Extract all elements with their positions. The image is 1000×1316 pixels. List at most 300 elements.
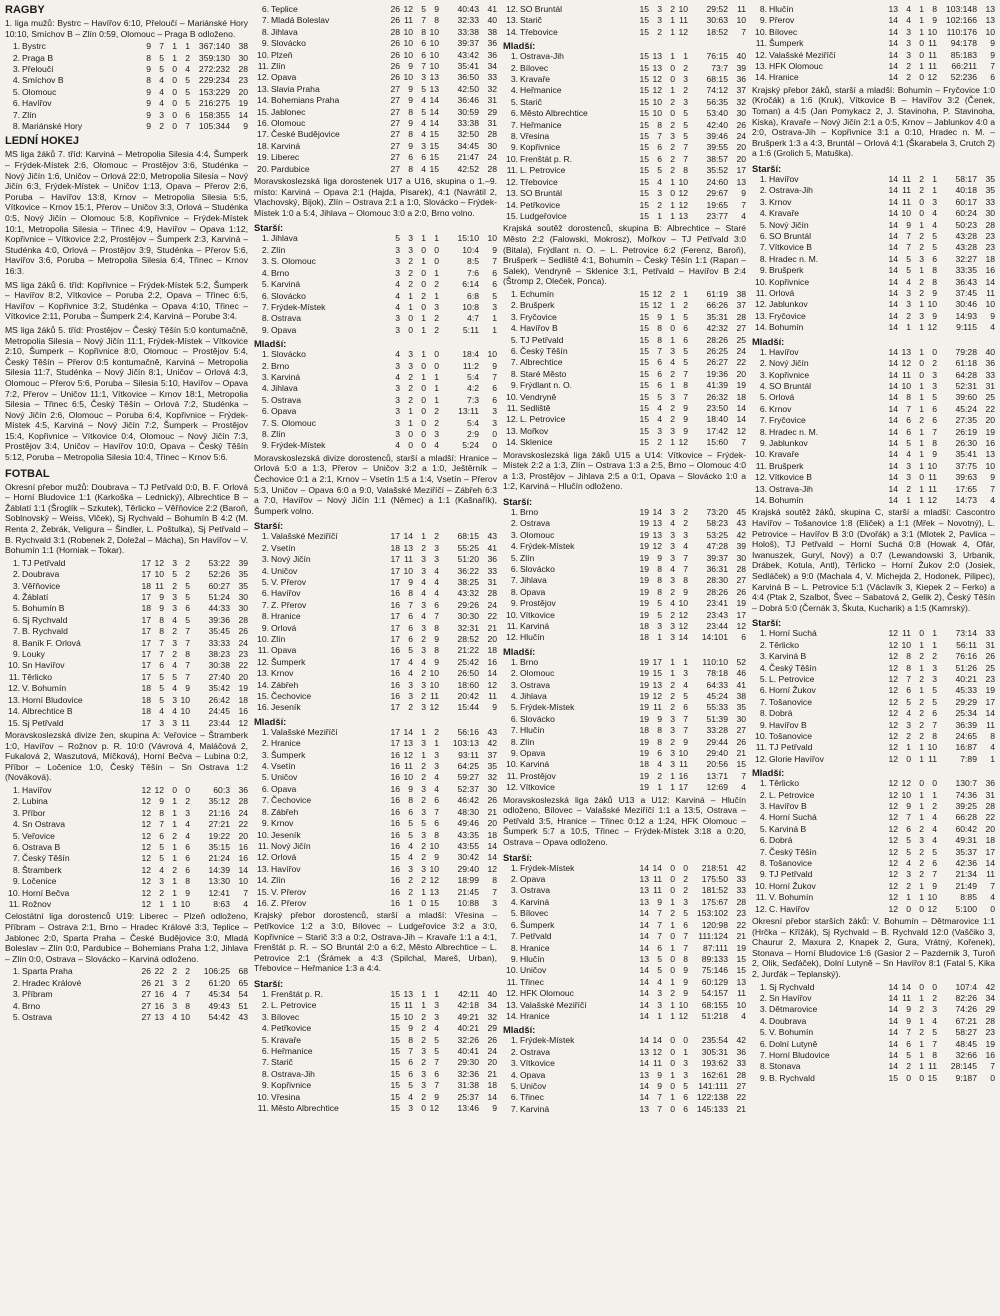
cell-team: V. Přerov [271,886,307,897]
cell-wins: 3 [657,4,662,14]
cell-rank: 8. [759,858,767,869]
cell-rank: 8. [510,586,518,597]
cell-losses: 5 [683,357,688,368]
cell-draws: 3 [670,541,675,552]
cell-points: 10 [487,233,497,244]
cell-team: Český Těšín [769,662,817,673]
cell-draws: 2 [919,242,924,253]
cell-score: 61:19 [706,288,728,299]
cell-played: 3 [395,360,400,371]
cell-played: 19 [639,770,649,781]
table-row [254,761,497,772]
cell-points: 23 [985,231,995,242]
cell-points: 38 [736,288,746,299]
cell-losses: 10 [678,748,688,759]
table-row [752,495,995,506]
cell-points: 39 [736,62,746,73]
cell-wins: 8 [408,1034,413,1045]
cell-played: 18 [141,603,151,614]
cell-played: 26 [390,49,400,60]
cell-wins: 3 [408,691,413,702]
cell-points: 4 [990,742,995,753]
table-row [752,404,995,415]
cell-draws: 1 [670,656,675,667]
cell-points: 32 [487,1011,497,1022]
cell-points: 12 [487,679,497,690]
cell-rank: 13. [506,15,518,26]
cell-draws: 3 [670,506,675,517]
cell-rank: 9. [759,719,767,730]
cell-score: 26:30 [955,437,977,448]
cell-points: 14 [238,864,248,875]
cell-draws: 4 [421,588,426,599]
cell-team: Horní Žukov [769,880,816,891]
cell-wins: 6 [906,415,911,426]
results-paragraph: Krajská soutěž žáků, skupina C, starší a mladší: Cascontro Havířov – Tošanovice 1:8 (Eliček) a 1:1 (Mřek – Novotný), L. Petrovice – Havířov B 3:0 (Dvořák) a 3:1 (Mlotek 2, Pavlica – Hološ), TJ Petřvald – Horní Suchá 0:8 (Howak 4, Ofár, Iwanuszek, Guryl, Nový) a 0:7 (Lewandowski 3, Urbanik, Drábek, Kotula, Antl), Těrlicko – Horní Žukov 2:0 (Josiek, Sedláček) a 9:0 (Machala 4, V. Michejda 2, Hodonek, Pilipec), Karviná B – L. Petrovice 5:1 (Václavík 3, Kiepek 2 – Ferko) a 4:4 (Ptak 2, Szalbot, Švec – Sabatová 2, Gelik 2), Český Těšín – Dobrá 5:0 (Černák 3, Škuta, Kucharik) a 1:5 (Kamrský). [752,507,995,613]
cell-draws: 1 [421,324,426,335]
cell-team: Dobrá [769,835,793,846]
table-row [752,1050,995,1061]
cell-points: 24 [736,345,746,356]
cell-points: 6 [492,383,497,394]
cell-draws: 5 [421,4,426,14]
cell-draws: 3 [670,529,675,540]
cell-rank: 10. [8,887,20,898]
cell-score: 28:30 [706,575,728,586]
table-row [503,564,746,575]
cell-losses: 12 [927,494,937,505]
cell-score: 21:24 [208,853,230,864]
cell-wins: 5 [657,598,662,609]
cell-wins: 3 [906,49,911,60]
cell-wins: 5 [906,696,911,707]
cell-points: 27 [736,575,746,586]
cell-losses: 5 [683,345,688,356]
cell-score: 74:12 [706,85,728,96]
table-row [5,1001,248,1012]
cell-wins: 4 [657,976,662,987]
cell-rank: 8. [12,637,20,648]
cell-team: Brušperk [520,300,555,311]
cell-score: 33:35 [955,265,977,276]
cell-team: Kopřivnice [769,369,810,380]
cell-score: 5:24 [462,440,479,451]
cell-rank: 8. [261,806,269,817]
cell-team: Uničov [520,1080,547,1091]
cell-losses: 4 [932,835,937,846]
cell-rank: 5. [759,392,767,403]
cell-wins: 7 [408,599,413,610]
cell-wins: 9 [657,1069,662,1080]
cell-score: 67:21 [955,1015,977,1026]
table-row [5,819,248,830]
cell-score: 36:31 [706,563,728,574]
cell-draws: 1 [919,742,924,753]
cell-points: 21 [487,1068,497,1079]
cell-rank: 5. [510,908,518,919]
cell-rank: 1. [510,656,518,667]
cell-points: 20 [238,86,248,97]
cell-rank: 2. [759,993,767,1004]
cell-rank: 9. [261,440,269,451]
cell-draws: 3 [670,345,675,356]
cell-played: 19 [639,782,649,793]
cell-wins: 8 [657,725,662,736]
cell-wins: 8 [906,662,911,673]
cell-draws: 1 [919,1061,924,1072]
cell-points: 10 [487,349,497,360]
cell-score: 51:24 [208,592,230,603]
cell-rank: 16. [257,702,269,713]
cell-score: 45:33 [955,685,977,696]
cell-losses: 11 [928,483,937,494]
cell-draws: 0 [670,885,675,896]
table-row [503,782,746,793]
table-row [503,165,746,176]
cell-rank: 7. [12,109,20,120]
cell-team: Orlová [769,288,795,299]
cell-points: 8 [990,730,995,741]
cell-wins: 2 [408,702,413,713]
cell-score: 23:44 [706,621,728,631]
results-paragraph: Krajský přebor dorostenců, starší a mladší: Vřesina – Petřkovice 1:2 a 3:0, Bílovec – Ludgeřovice 3:2 a 3:0, Kopřivnice – Starič 3:3 a 0:2, Ostrava-Jih – Kravaře 1:1 a 4:1, Frenštát p. R. – SO Bruntál 2:0 a 6:2, Město Albrechtice – L. Petrovice 2:1 (Šrámek a 4:3 (Spilchal, Mareš, Urban), Třebovice – Heřmanice 1:3 a 4:4. [254,910,497,974]
cell-team: Stonava [769,1061,801,1072]
table-row [503,403,746,414]
cell-wins: 7 [906,673,911,684]
table-row [752,720,995,731]
cell-rank: 6. [12,841,20,852]
cell-rank: 5. [261,772,269,783]
cell-score: 76:15 [706,51,728,62]
cell-played: 9 [146,98,151,109]
cell-score: 107:4 [955,981,977,992]
cell-losses: 0 [932,346,937,357]
cell-losses: 10 [429,679,439,690]
cell-score: 49:46 [457,818,479,829]
cell-rank: 8. [510,736,518,747]
cell-points: 41 [736,679,746,690]
cell-score: 49:31 [955,835,977,846]
cell-points: 9 [243,121,248,132]
cell-points: 0 [990,1072,995,1083]
table-row [254,577,497,588]
cell-team: Vítkovice B [769,472,812,483]
cell-team: Bohumín [769,322,804,333]
cell-score: 32:36 [457,1068,479,1079]
cell-losses: 10 [180,694,190,705]
cell-losses: 8 [434,645,439,656]
cell-points: 20 [736,142,746,153]
cell-rank: 2. [759,639,767,650]
cell-losses: 6 [185,109,190,120]
cell-team: Hranice [769,72,799,83]
cell-rank: 3. [12,64,20,74]
cell-draws: 2 [421,1023,426,1034]
cell-wins: 13 [154,1011,164,1022]
cell-wins: 7 [906,403,911,414]
table-row [254,429,497,440]
cell-wins: 9 [408,1023,413,1034]
cell-rank: 4. [510,323,518,334]
results-paragraph: MS liga žáků 7. tříd: Karviná – Metropolia Silesia 4:4, Šumperk – Frýdek-Místek 2:6, Olomouc – Prostějov 3:6, Studénka – Nový Jičín 1:6, Uničov – Orlová 22:0, Metropolia Silesia – Nový Jičín 6:3, Frýdek-Místek – Uničov 1:13, Opava – Přerov 2:6, Poruba – Havířov 13:8, Krnov – Metropolia Silesia 5:5, Vítkovice – Krnov 15:1, Přerov – Uničov 3:3, Orlová – Studénka 0:5, Nový Jičín – Olomouc 5:8, Kopřivnice – Frýdek-Místek 10:1, Metropolia Silesia – Třinec 4:9, Havířov – Opava 1:12, Kopřivnice – Vítkovice 2:2, Prostějov – Šumperk 2:3, Karviná – Studénka 4:0, Orlová – Prostějov 3:9, Studénka – Přerov 5:6, Havířov 3:6, Poruba – Metropolia Silesia 6:4, Třinec – Krnov 16:3. [5,149,248,276]
table-row [254,406,497,417]
cell-losses: 13 [429,886,439,897]
cell-points: 19 [736,598,746,609]
cell-draws: 4 [172,706,177,717]
cell-draws: 1 [670,437,675,448]
cell-score: 54:157 [701,988,728,999]
cell-points: 20 [736,153,746,164]
cell-losses: 2 [434,417,439,428]
cell-draws: 0 [919,778,924,789]
cell-score: 10:88 [457,897,479,908]
table-row [5,110,248,121]
cell-team: Ostrava [520,1046,551,1057]
cell-points: 41 [487,4,497,14]
standings-table [752,778,995,915]
cell-draws: 1 [670,311,675,322]
cell-wins: 12 [652,74,662,85]
cell-draws: 2 [919,174,924,184]
table-row [5,865,248,876]
cell-wins: 9 [159,796,164,807]
table-row [254,325,497,336]
cell-losses: 5 [185,592,190,603]
cell-team: Doubrava [769,1015,807,1026]
cell-team: Ostrava-Jih [769,185,813,196]
cell-played: 19 [639,518,649,529]
cell-points: 1 [492,313,497,324]
cell-points: 12 [238,717,248,728]
cell-losses: 1 [434,267,439,278]
cell-rank: 7. [759,415,767,426]
table-row [254,600,497,611]
cell-rank: 12. [257,656,269,667]
cell-points: 22 [487,611,497,622]
cell-draws: 0 [421,279,426,290]
cell-losses: 6 [185,603,190,614]
cell-wins: 10 [403,772,413,783]
cell-played: 15 [639,85,649,96]
cell-losses: 9 [932,288,937,299]
cell-score: 16:87 [955,742,977,753]
cell-played: 17 [390,738,400,749]
subsection-label: Mladší: [503,645,536,657]
cell-wins: 13 [403,988,413,999]
cell-wins: 1 [657,1010,662,1021]
cell-wins: 2 [408,256,413,267]
cell-played: 15 [639,311,649,322]
cell-rank: 5. [510,96,518,107]
cell-losses: 2 [185,557,190,568]
cell-points: 32 [487,772,497,783]
cell-draws: 3 [670,759,675,770]
cell-draws: 2 [919,846,924,857]
cell-played: 15 [390,1023,400,1034]
cell-rank: 14. [755,322,767,333]
cell-team: Vřesina [520,131,550,142]
cell-score: 18:40 [706,414,728,425]
cell-draws: 2 [670,988,675,999]
cell-draws: 0 [670,874,675,885]
cell-draws: 2 [919,869,924,880]
cell-losses: 9 [683,586,688,597]
cell-played: 14 [639,919,649,930]
cell-score: 15:44 [457,702,479,713]
cell-losses: 4 [185,64,190,74]
cell-wins: 22 [154,966,164,977]
cell-losses: 0 [683,862,688,873]
cell-rank: 11. [257,840,269,851]
cell-played: 14 [888,460,898,471]
cell-losses: 8 [932,276,937,287]
cell-played: 15 [639,188,649,199]
table-row [254,588,497,599]
cell-rank: 5. [12,1011,20,1022]
cell-rank: 3. [261,1011,269,1022]
cell-score: 145:133 [696,1103,728,1114]
table-row [503,357,746,368]
cell-team: Tošanovice [769,696,812,707]
cell-score: 235:54 [701,1035,728,1046]
table-row [752,982,995,993]
cell-played: 14 [888,426,898,437]
cell-losses: 4 [434,772,439,783]
cell-points: 15 [736,965,746,976]
cell-losses: 8 [932,265,937,276]
cell-score: 30:46 [955,299,977,310]
cell-team: Bohemians Praha [271,95,340,106]
cell-team: Zlín [271,875,286,886]
standings-table [503,863,746,1023]
cell-score: 53:22 [208,557,230,568]
cell-team: SO Bruntál [769,231,812,242]
cell-wins: 0 [408,324,413,335]
cell-team: Fryčovice [769,415,806,426]
cell-score: 153:229 [198,86,230,97]
cell-team: Starič [520,96,542,107]
cell-losses: 9 [932,449,937,460]
cell-draws: 2 [919,415,924,426]
cell-team: Lubina [22,796,48,807]
cell-played: 27 [141,989,151,1000]
cell-played: 12 [888,651,898,662]
cell-score: 181:52 [701,885,728,896]
cell-draws: 2 [919,708,924,719]
cell-draws: 0 [670,62,675,73]
cell-losses: 5 [185,75,190,86]
cell-points: 3 [492,406,497,417]
cell-draws: 6 [421,49,426,60]
cell-team: Nový Jičín [769,219,809,230]
cell-losses: 3 [185,807,190,818]
cell-team: Olomouc [520,668,555,679]
cell-played: 14 [639,1058,649,1069]
cell-rank: 11. [8,671,20,682]
cell-team: L. Petrovice [520,165,566,176]
table-row [254,291,497,302]
cell-score: 30:42 [457,852,479,863]
cell-played: 18 [141,683,151,694]
cell-losses: 2 [683,85,688,96]
cell-wins: 5 [906,835,911,846]
cell-played: 27 [390,95,400,106]
table-row [752,322,995,333]
cell-team: Veřovice [22,830,55,841]
table-row [503,530,746,541]
cell-draws: 5 [421,106,426,117]
cell-wins: 8 [657,575,662,586]
cell-wins: 13 [652,62,662,73]
subsection-label: Mladší: [254,338,287,350]
cell-played: 15 [639,199,649,210]
cell-rank: 12. [755,753,767,764]
cell-rank: 5. [759,1027,767,1038]
cell-losses: 1 [434,383,439,394]
table-row [503,702,746,713]
cell-played: 14 [639,988,649,999]
cell-team: Zlín [271,61,286,72]
table-row [503,541,746,552]
cell-wins: 12 [652,300,662,311]
cell-rank: 8. [759,708,767,719]
cell-draws: 3 [172,557,177,568]
cell-team: Nový Jičín [271,840,311,851]
cell-draws: 2 [919,276,924,287]
table-row [503,426,746,437]
cell-score: 33:28 [706,725,728,736]
cell-losses: 7 [683,931,688,942]
cell-played: 5 [395,233,400,244]
cell-losses: 2 [683,518,688,529]
cell-played: 12 [888,858,898,869]
cell-team: Staré Město [520,368,567,379]
cell-rank: 5. [261,1034,269,1045]
cell-wins: 14 [403,726,413,737]
cell-losses: 1 [434,371,439,382]
cell-score: 74:36 [955,789,977,800]
table-row [503,507,746,518]
cell-points: 12 [487,863,497,874]
cell-points: 35 [736,702,746,713]
cell-draws: 1 [919,219,924,230]
cell-points: 21 [487,806,497,817]
cell-score: 64:28 [955,369,977,380]
cell-points: 33 [736,885,746,896]
cell-losses: 10 [180,1011,190,1022]
cell-points: 24 [487,599,497,610]
table-row [254,611,497,622]
cell-score: 35:31 [706,311,728,322]
cell-score: 38:57 [706,153,728,164]
cell-draws: 4 [670,357,675,368]
cell-losses: 1 [932,789,937,800]
cell-played: 15 [390,1045,400,1056]
cell-points: 30 [736,552,746,563]
cell-team: Nový Jičín [271,554,311,565]
cell-score: 8:5 [467,256,479,267]
cell-played: 13 [639,896,649,907]
cell-wins: 2 [657,199,662,210]
cell-team: TJ Petřvald [769,742,813,753]
cell-played: 12 [888,823,898,834]
cell-losses: 7 [185,637,190,648]
cell-points: 15 [736,953,746,964]
cell-played: 14 [888,288,898,299]
cell-played: 15 [390,1080,400,1091]
cell-losses: 10 [429,61,439,72]
cell-team: Fryčovice [769,310,806,321]
